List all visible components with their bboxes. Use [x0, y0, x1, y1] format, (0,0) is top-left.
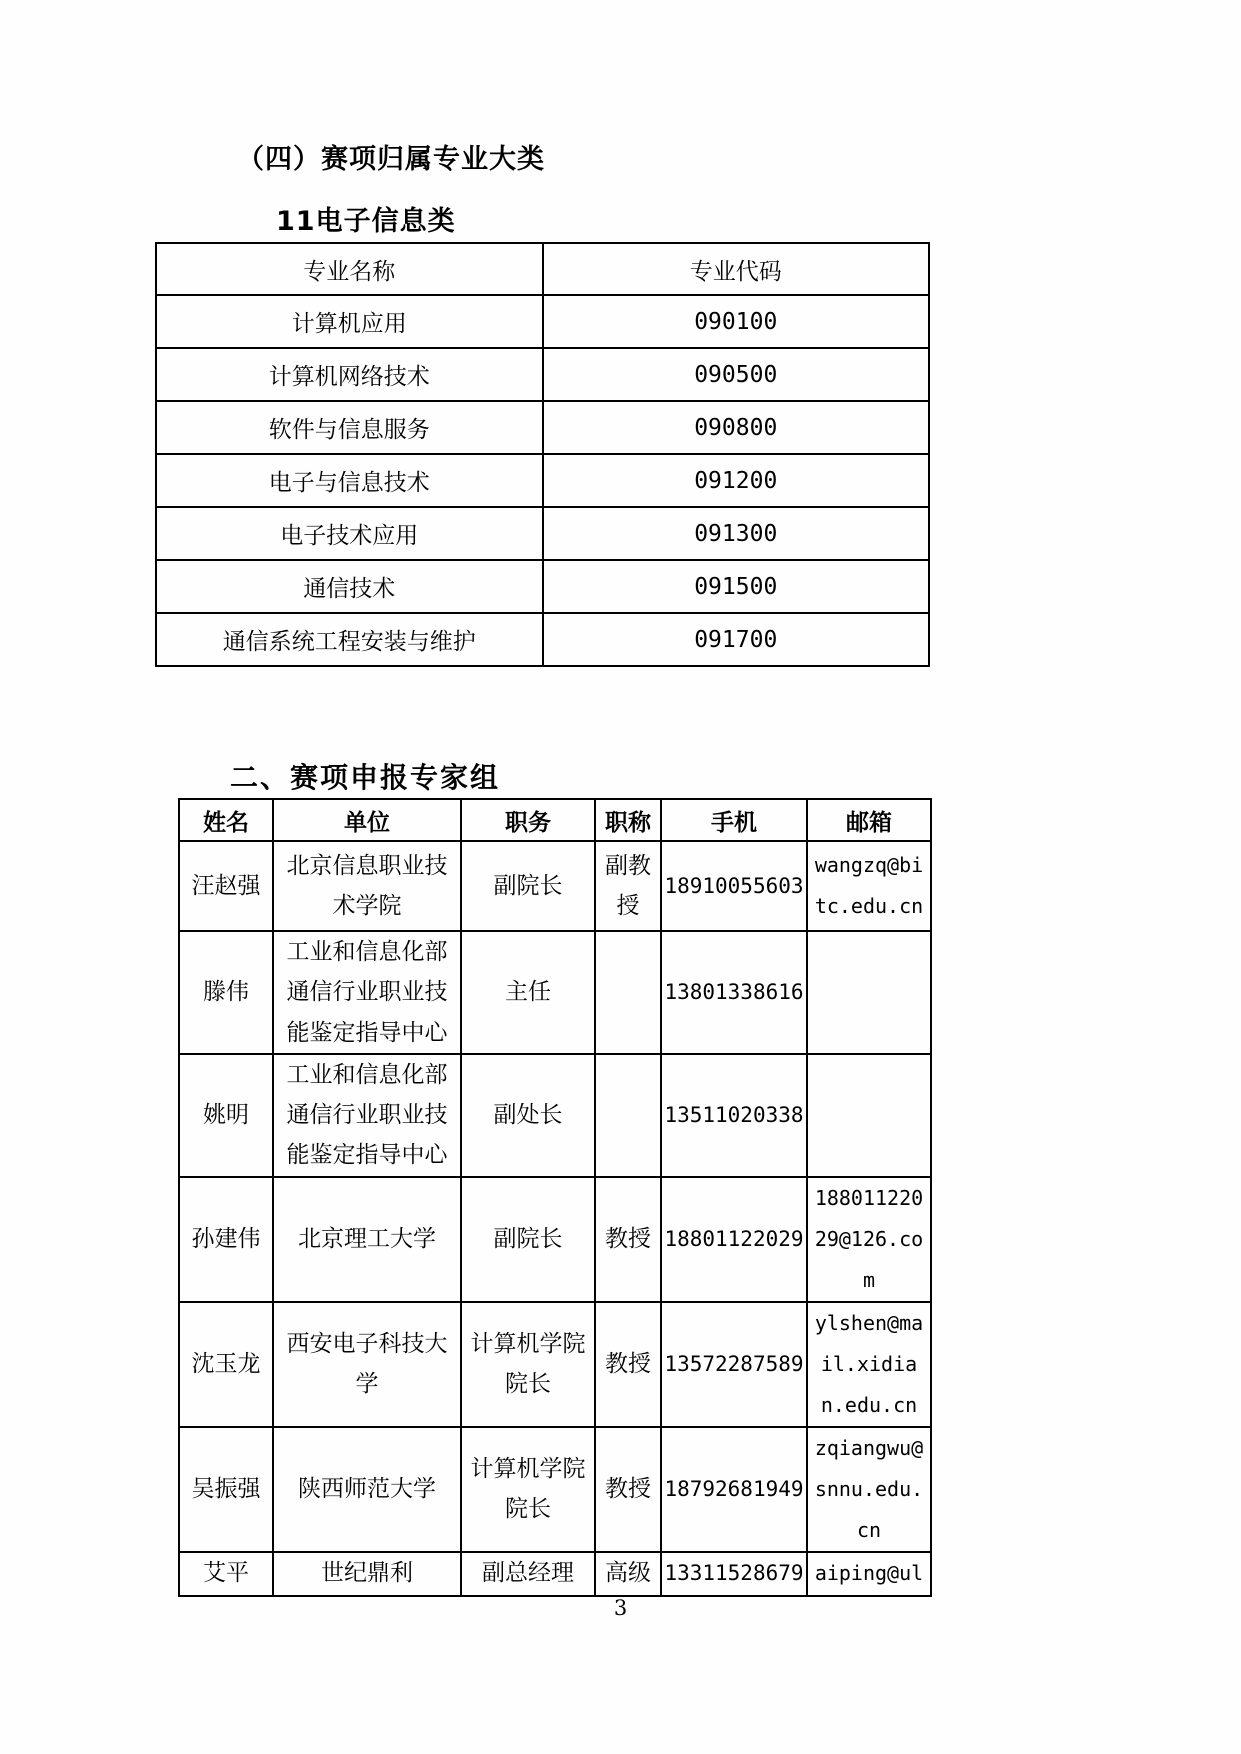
section-heading-expert-group: 二、赛项申报专家组 — [230, 761, 501, 794]
expert-position-cell: 主任 — [461, 931, 595, 1054]
major-code-header: 专业代码 — [543, 243, 930, 295]
major-name-cell: 通信技术 — [156, 560, 543, 613]
table-row — [179, 1054, 931, 1177]
expert-email-cell: ylshen@mail.xidian.edu.cn — [807, 1302, 931, 1427]
major-name-cell: 计算机应用 — [156, 295, 543, 348]
table-row — [156, 295, 929, 348]
expert-title-cell: 副教授 — [595, 841, 661, 931]
expert-phone-cell: 18792681949 — [661, 1427, 807, 1552]
table-row — [179, 1302, 931, 1427]
major-code-cell: 090100 — [543, 295, 930, 348]
major-name-cell: 计算机网络技术 — [156, 348, 543, 401]
expert-position-cell: 副院长 — [461, 1177, 595, 1302]
major-name-cell: 通信系统工程安装与维护 — [156, 613, 543, 666]
expert-position-cell: 副处长 — [461, 1054, 595, 1177]
table-row — [179, 1427, 931, 1552]
expert-email-cell — [807, 1054, 931, 1177]
expert-phone-cell: 18910055603 — [661, 841, 807, 931]
major-code-cell: 091700 — [543, 613, 930, 666]
page-number: 3 — [613, 1596, 628, 1620]
expert-unit-cell: 北京理工大学 — [273, 1177, 461, 1302]
major-code-cell: 090500 — [543, 348, 930, 401]
section-heading-major-categories: （四）赛项归属专业大类 — [237, 144, 545, 175]
expert-phone-header: 手机 — [661, 799, 807, 841]
expert-title-cell: 高级 — [595, 1552, 661, 1596]
table-row — [156, 401, 929, 454]
expert-email-cell: wangzq@bitc.edu.cn — [807, 841, 931, 931]
majors-table — [155, 242, 930, 667]
table-row — [156, 507, 929, 560]
expert-name-cell: 吴振强 — [179, 1427, 273, 1552]
table-row — [179, 1177, 931, 1302]
expert-name-cell: 姚明 — [179, 1054, 273, 1177]
expert-name-header: 姓名 — [179, 799, 273, 841]
expert-name-cell: 艾平 — [179, 1552, 273, 1596]
major-code-cell: 090800 — [543, 401, 930, 454]
table-row — [179, 1552, 931, 1596]
table-row — [156, 613, 929, 666]
expert-unit-cell: 工业和信息化部通信行业职业技能鉴定指导中心 — [273, 1054, 461, 1177]
expert-email-cell — [807, 931, 931, 1054]
major-code-cell: 091300 — [543, 507, 930, 560]
table-row — [156, 348, 929, 401]
expert-email-cell: aiping@ul — [807, 1552, 931, 1596]
table-row — [156, 560, 929, 613]
expert-title-cell: 教授 — [595, 1177, 661, 1302]
expert-name-cell: 滕伟 — [179, 931, 273, 1054]
major-code-cell: 091200 — [543, 454, 930, 507]
major-code-cell: 091500 — [543, 560, 930, 613]
expert-unit-cell: 西安电子科技大学 — [273, 1302, 461, 1427]
majors-header-row — [156, 243, 929, 295]
expert-position-cell: 副院长 — [461, 841, 595, 931]
expert-phone-cell: 13311528679 — [661, 1552, 807, 1596]
table-row — [179, 841, 931, 931]
expert-email-cell: 18801122029@126.com — [807, 1177, 931, 1302]
expert-email-cell: zqiangwu@snnu.edu.cn — [807, 1427, 931, 1552]
expert-unit-cell: 陕西师范大学 — [273, 1427, 461, 1552]
expert-name-cell: 汪赵强 — [179, 841, 273, 931]
expert-phone-cell: 18801122029 — [661, 1177, 807, 1302]
expert-email-header: 邮箱 — [807, 799, 931, 841]
category-heading-electronic-information: 11电子信息类 — [276, 206, 456, 237]
table-row — [156, 454, 929, 507]
expert-position-cell: 计算机学院院长 — [461, 1427, 595, 1552]
expert-unit-cell: 工业和信息化部通信行业职业技能鉴定指导中心 — [273, 931, 461, 1054]
expert-title-cell: 教授 — [595, 1427, 661, 1552]
expert-unit-cell: 世纪鼎利 — [273, 1552, 461, 1596]
expert-name-cell: 孙建伟 — [179, 1177, 273, 1302]
expert-position-cell: 副总经理 — [461, 1552, 595, 1596]
major-name-cell: 电子技术应用 — [156, 507, 543, 560]
table-row — [179, 931, 931, 1054]
expert-title-cell — [595, 931, 661, 1054]
expert-unit-cell: 北京信息职业技术学院 — [273, 841, 461, 931]
expert-title-header: 职称 — [595, 799, 661, 841]
expert-title-cell — [595, 1054, 661, 1177]
major-name-cell: 电子与信息技术 — [156, 454, 543, 507]
expert-phone-cell: 13572287589 — [661, 1302, 807, 1427]
experts-table — [178, 798, 932, 1597]
expert-name-cell: 沈玉龙 — [179, 1302, 273, 1427]
expert-title-cell: 教授 — [595, 1302, 661, 1427]
experts-header-row — [179, 799, 931, 841]
expert-unit-header: 单位 — [273, 799, 461, 841]
major-name-cell: 软件与信息服务 — [156, 401, 543, 454]
expert-position-header: 职务 — [461, 799, 595, 841]
expert-phone-cell: 13511020338 — [661, 1054, 807, 1177]
major-name-header: 专业名称 — [156, 243, 543, 295]
expert-position-cell: 计算机学院院长 — [461, 1302, 595, 1427]
expert-phone-cell: 13801338616 — [661, 931, 807, 1054]
